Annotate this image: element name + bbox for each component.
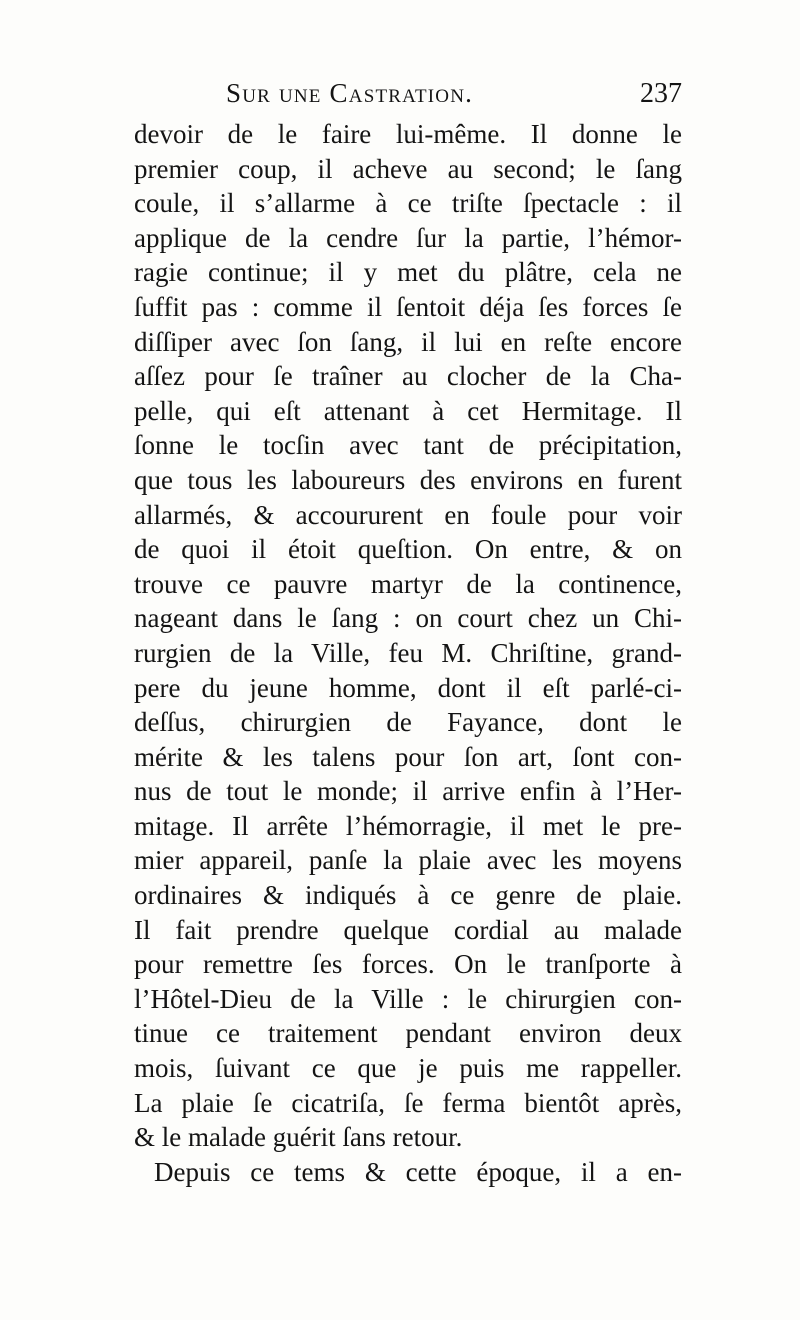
text-line: rurgien de la Ville, feu M. Chriſtine, grand-: [134, 637, 682, 668]
page-number: 237: [640, 78, 682, 109]
text-line: pour remettre ſes forces. On le tranſporte à: [134, 949, 682, 980]
body-text: [134, 117, 682, 1189]
paragraph-end-line: & le malade guérit ſans retour.: [134, 1122, 463, 1153]
text-line: tinue ce traitement pendant environ deux: [134, 1018, 682, 1049]
text-line: nus de tout le monde; il arrive enfin à l’Her-: [134, 776, 682, 807]
text-line: devoir de le faire lui-même. Il donne le: [134, 119, 682, 149]
text-line: trouve ce pauvre martyr de la continence,: [134, 568, 682, 599]
text-line: mitage. Il arrête l’hémorragie, il met le pre-: [134, 810, 682, 841]
text-line: nageant dans le ſang : on court chez un Chi-: [134, 603, 682, 634]
text-line: ſonne le tocſin avec tant de précipitation,: [134, 430, 682, 461]
text-line: pere du jeune homme, dont il eſt parlé-ci-: [134, 672, 682, 703]
text-line: de quoi il étoit queſtion. On entre, & on: [134, 534, 682, 565]
text-line: mérite & les talens pour ſon art, ſont con-: [134, 741, 682, 772]
text-line: que tous les laboureurs des environs en furent: [134, 464, 682, 495]
text-line: ſuffit pas : comme il ſentoit déja ſes forces ſe: [134, 291, 682, 322]
text-line: La plaie ſe cicatriſa, ſe ferma bientôt après,: [134, 1087, 682, 1118]
text-line: applique de la cendre ſur la partie, l’hémor-: [134, 222, 682, 253]
text-line: Il fait prendre quelque cordial au malade: [134, 914, 682, 945]
text-line: ordinaires & indiqués à ce genre de plaie.: [134, 880, 682, 911]
text-line: coule, il s’allarme à ce triſte ſpectacle : il: [134, 188, 682, 219]
text-line: l’Hôtel-Dieu de la Ville : le chirurgien con-: [134, 983, 682, 1014]
paragraph-start-line: Depuis ce tems & cette époque, il a en-: [154, 1156, 682, 1187]
text-line: diſſiper avec ſon ſang, il lui en reſte encore: [134, 326, 682, 357]
text-line: mier appareil, panſe la plaie avec les moyens: [134, 845, 682, 876]
text-line: aſſez pour ſe traîner au clocher de la Cha-: [134, 361, 682, 392]
text-line: mois, ſuivant ce que je puis me rappeller.: [134, 1053, 682, 1084]
text-line: deſſus, chirurgien de Fayance, dont le: [134, 707, 682, 738]
running-head: Sur une Castration.: [226, 78, 474, 108]
text-line: allarmés, & accoururent en foule pour voir: [134, 499, 682, 530]
text-line: ragie continue; il y met du plâtre, cela ne: [134, 257, 682, 288]
text-line: pelle, qui eſt attenant à cet Hermitage. Il: [134, 395, 682, 426]
page-header: [134, 78, 682, 118]
text-line: premier coup, il acheve au second; le ſang: [134, 153, 682, 184]
